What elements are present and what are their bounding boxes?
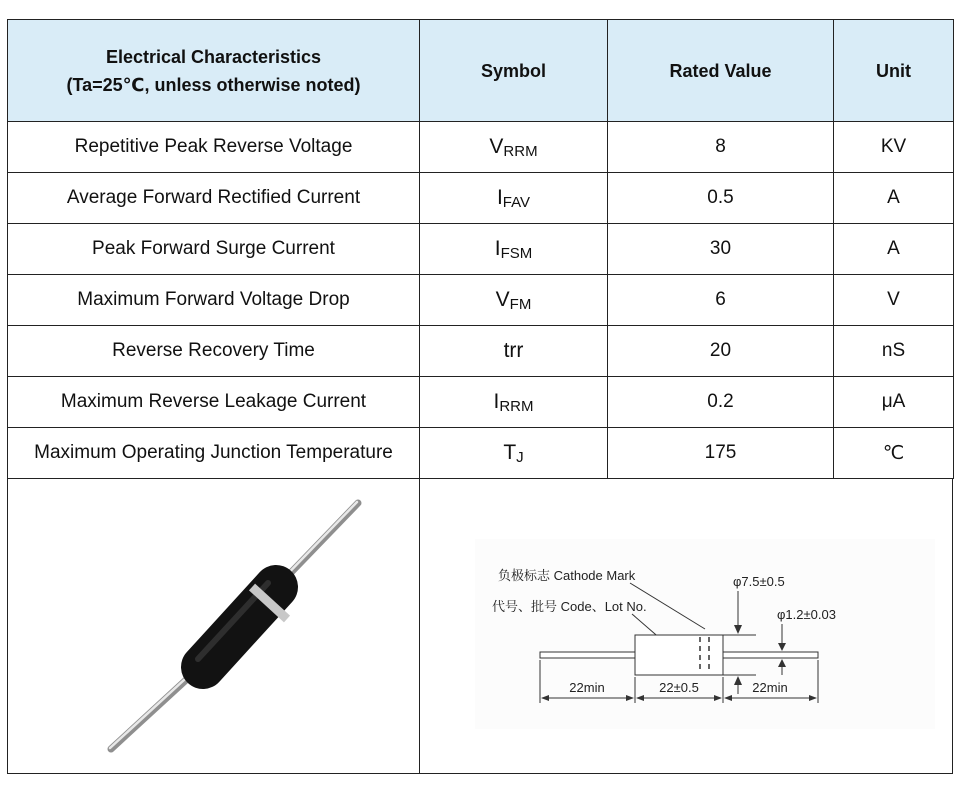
lead-right	[723, 652, 818, 658]
rated-value: 0.2	[608, 377, 834, 428]
code-lot-label: 代号、批号 Code、Lot No.	[492, 599, 647, 614]
unit: ℃	[834, 428, 954, 479]
unit: μA	[834, 377, 954, 428]
header-unit: Unit	[834, 20, 954, 122]
spec-table	[7, 19, 954, 479]
rated-value: 30	[608, 224, 834, 275]
symbol-main: T	[503, 440, 517, 464]
figure-row	[7, 479, 953, 774]
diode-illustration	[8, 479, 419, 773]
symbol-cell	[420, 428, 608, 479]
header-rated-value: Rated Value	[608, 20, 834, 122]
diode-photo	[8, 479, 420, 773]
symbol-cell	[420, 377, 608, 428]
symbol-main: V	[489, 134, 504, 158]
diode-lead-bottom	[111, 669, 198, 749]
characteristic-name: Peak Forward Surge Current	[8, 224, 420, 275]
body-outline	[635, 635, 723, 675]
table-row	[8, 224, 954, 275]
characteristic-name: Maximum Operating Junction Temperature	[8, 428, 420, 479]
header-characteristics-line1: Electrical Characteristics	[105, 46, 322, 67]
lead-left-length: 22min	[569, 680, 605, 695]
characteristic-name: Maximum Reverse Leakage Current	[8, 377, 420, 428]
symbol-main: V	[495, 287, 510, 311]
body-length: 22±0.5	[659, 680, 699, 695]
rated-value: 8	[608, 122, 834, 173]
unit: A	[834, 173, 954, 224]
table-row	[8, 326, 954, 377]
datasheet	[7, 19, 953, 777]
symbol-cell	[420, 326, 608, 377]
rated-value: 175	[608, 428, 834, 479]
table-row	[8, 377, 954, 428]
symbol-subscript: RRM	[499, 397, 534, 415]
rated-value: 6	[608, 275, 834, 326]
table-row	[8, 275, 954, 326]
unit: V	[834, 275, 954, 326]
unit: KV	[834, 122, 954, 173]
symbol-cell	[420, 122, 608, 173]
symbol-subscript: FSM	[500, 244, 533, 262]
symbol-main: I	[493, 389, 500, 413]
header-characteristics	[8, 20, 420, 122]
header-characteristics-line2: (Ta=25℃, unless otherwise noted)	[66, 74, 361, 95]
characteristic-name: Reverse Recovery Time	[8, 326, 420, 377]
header-symbol: Symbol	[420, 20, 608, 122]
symbol-subscript: FM	[509, 295, 532, 313]
unit: A	[834, 224, 954, 275]
diode-lead-bottom-highlight	[110, 668, 197, 748]
characteristic-name: Average Forward Rectified Current	[8, 173, 420, 224]
rated-value: 0.5	[608, 173, 834, 224]
table-header-row	[8, 20, 954, 122]
table-row	[8, 173, 954, 224]
lead-left	[540, 652, 635, 658]
cathode-mark-label: 负极标志 Cathode Mark	[498, 568, 636, 583]
diameter-body-label: φ7.5±0.5	[733, 574, 785, 589]
unit: nS	[834, 326, 954, 377]
symbol-main: I	[496, 185, 503, 209]
dimension-drawing	[420, 479, 952, 773]
characteristic-name: Maximum Forward Voltage Drop	[8, 275, 420, 326]
lead-right-length: 22min	[752, 680, 788, 695]
symbol-subscript: RRM	[503, 142, 538, 160]
table-row	[8, 428, 954, 479]
diameter-lead-label: φ1.2±0.03	[777, 607, 836, 622]
symbol-subscript: J	[516, 448, 524, 466]
dimension-diagram	[420, 479, 952, 773]
symbol-cell	[420, 173, 608, 224]
table-row	[8, 122, 954, 173]
symbol-cell	[420, 224, 608, 275]
characteristic-name: Repetitive Peak Reverse Voltage	[8, 122, 420, 173]
symbol-main: I	[494, 236, 501, 260]
symbol-subscript: FAV	[502, 193, 531, 211]
table-body	[8, 122, 954, 479]
symbol-cell	[420, 275, 608, 326]
rated-value: 20	[608, 326, 834, 377]
symbol-main: trr	[503, 338, 524, 362]
